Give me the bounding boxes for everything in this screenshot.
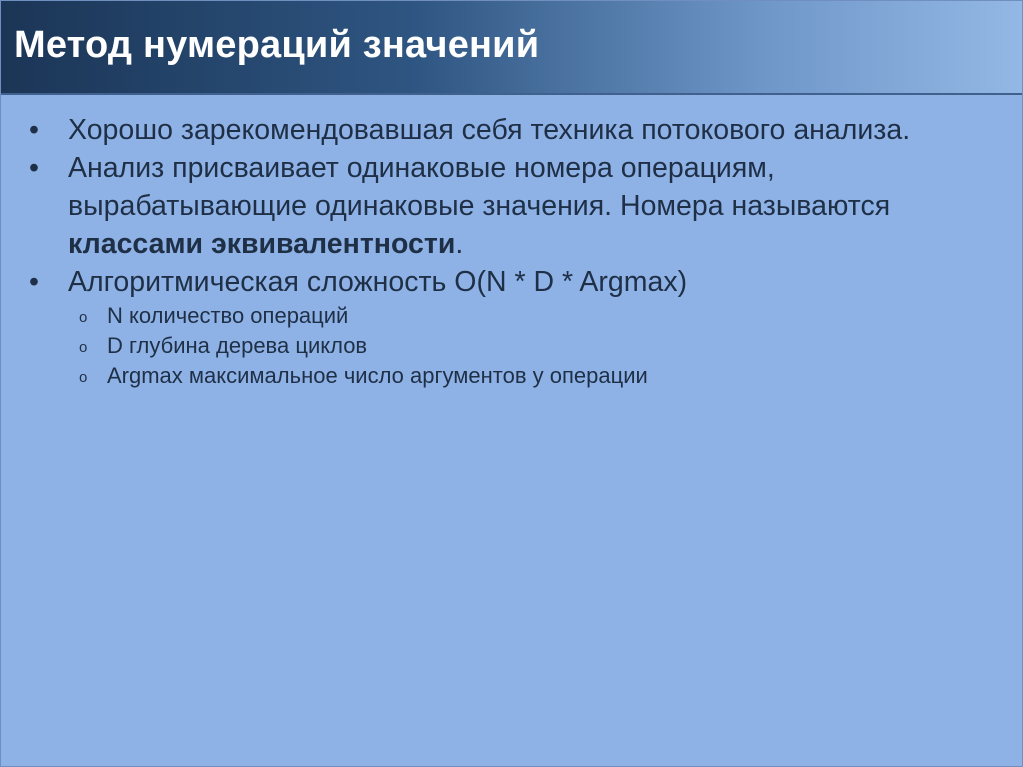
bullet-item xyxy=(29,149,989,263)
bullet-bold-term: классами эквивалентности xyxy=(68,228,456,260)
bullet-text: Хорошо зарекомендовавшая себя техника потокового анализа. xyxy=(68,114,911,146)
bullet-dot-icon: • xyxy=(29,152,39,184)
sub-bullet-item xyxy=(29,301,989,331)
sub-bullet-item xyxy=(29,361,989,391)
bullet-text-end: . xyxy=(455,228,464,260)
slide-content xyxy=(29,111,989,391)
bullet-text: Анализ присваивает одинаковые номера операциям, вырабатывающие одинаковые значения. Номера называются xyxy=(68,152,891,222)
sub-bullet-circle-icon: o xyxy=(79,309,88,326)
bullet-item xyxy=(29,111,989,149)
sub-bullet-text: Argmax максимальное число аргументов у операции xyxy=(107,363,648,388)
bullet-item xyxy=(29,263,989,301)
bullet-dot-icon: • xyxy=(29,266,39,298)
sub-bullet-text: N количество операций xyxy=(107,303,349,328)
bullet-text: Алгоритмическая сложность O(N * D * Argmax) xyxy=(68,266,688,298)
sub-bullet-text: D глубина дерева циклов xyxy=(107,333,368,358)
slide-title: Метод нумераций значений xyxy=(14,24,540,66)
sub-bullet-item xyxy=(29,331,989,361)
sub-bullet-circle-icon: o xyxy=(79,369,88,386)
bullet-dot-icon: • xyxy=(29,114,39,146)
sub-bullet-circle-icon: o xyxy=(79,339,88,356)
title-bar xyxy=(1,1,1022,95)
